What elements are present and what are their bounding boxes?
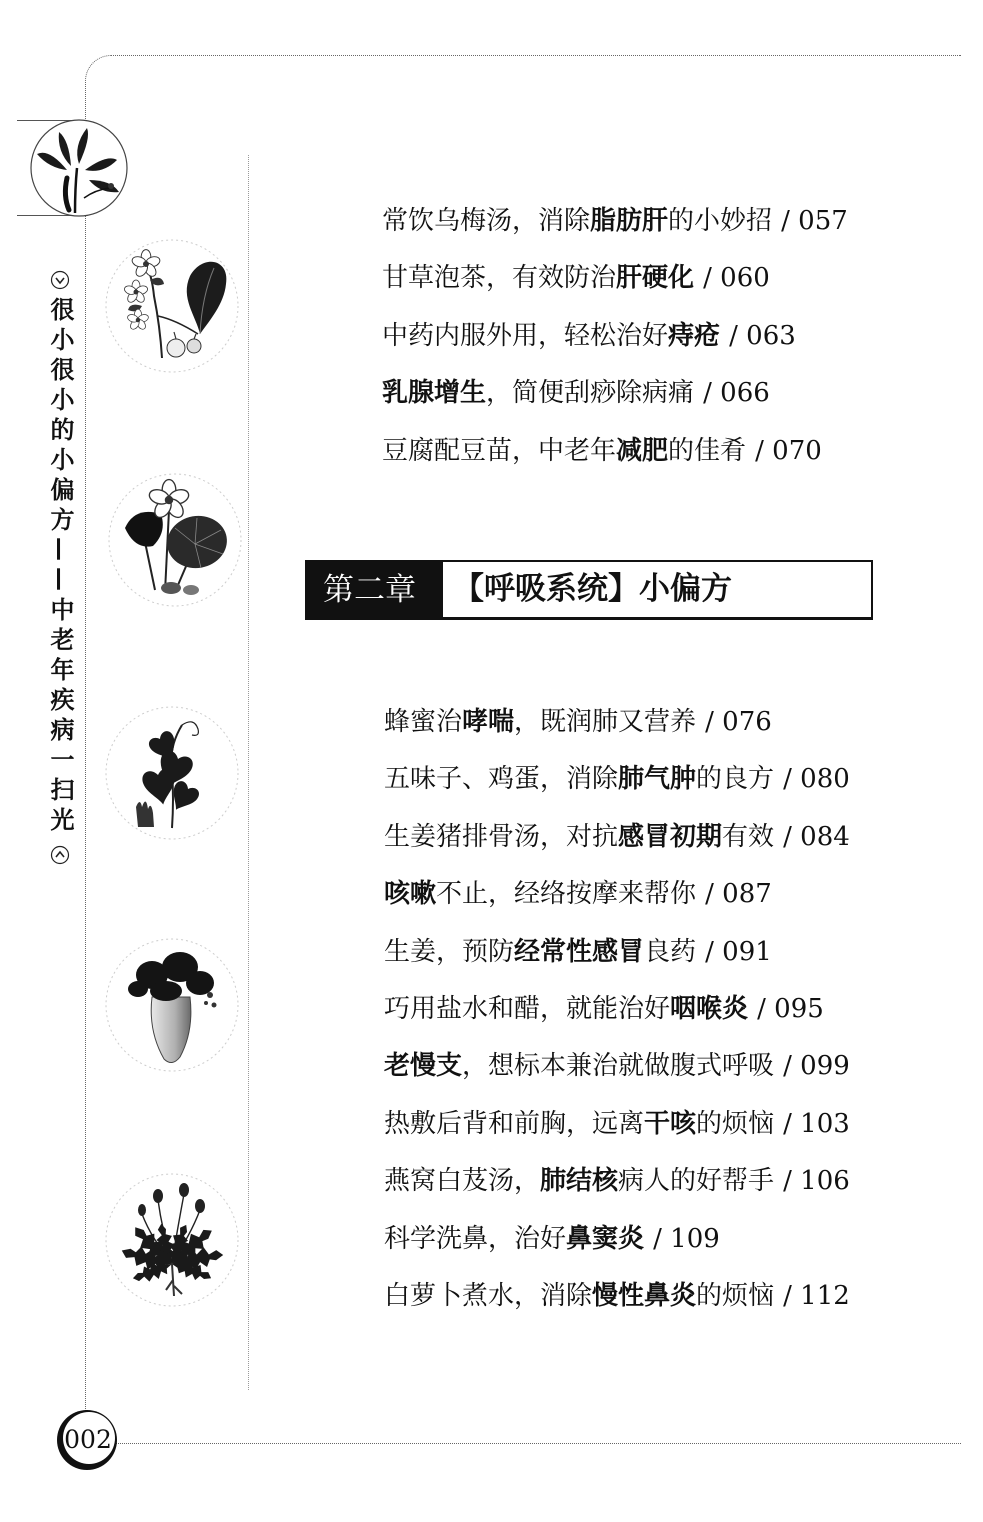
entry-page-number: / 103: [783, 1108, 850, 1139]
entry-text: 甘草泡茶，有效防治: [382, 263, 617, 294]
entry-keyword: 感冒初期: [618, 821, 723, 852]
entry-keyword: 咳嗽: [384, 879, 437, 910]
toc-entry: [384, 751, 850, 808]
toc-entry: [384, 1038, 850, 1095]
toc-entry: [382, 365, 848, 422]
entry-page-number: / 084: [783, 821, 850, 852]
entry-text: 生姜，预防: [384, 936, 515, 967]
entry-text: 热敷后背和前胸，远离: [384, 1108, 645, 1139]
entry-text: 有效: [722, 821, 775, 852]
entry-keyword: 肺结核: [540, 1166, 619, 1197]
toc-entry: [384, 981, 850, 1038]
toc-entry: [382, 193, 848, 250]
entry-page-number: / 095: [757, 993, 824, 1024]
entry-text: 良药: [644, 936, 697, 967]
entry-keyword: 经常性感冒: [514, 936, 645, 967]
entry-page-number: / 109: [653, 1223, 720, 1254]
entry-text: ，想标本兼治就做腹式呼吸: [462, 1051, 775, 1082]
entry-page-number: / 106: [783, 1166, 850, 1197]
entry-page-number: / 063: [729, 320, 796, 351]
entry-page-number: / 066: [703, 378, 770, 409]
entry-keyword: 脂肪肝: [590, 206, 669, 236]
entry-text: 蜂蜜治: [384, 707, 463, 737]
entry-text: 白萝卜煮水，消除: [384, 1280, 593, 1311]
entry-page-number: / 080: [783, 764, 850, 795]
chevron-down-icon: [50, 270, 70, 290]
entry-keyword: 减肥: [616, 435, 669, 466]
entry-text: 科学洗鼻，治好: [384, 1223, 567, 1254]
toc-entry: [384, 1096, 850, 1153]
entry-text: 的佳肴: [668, 435, 747, 466]
entry-page-number: / 112: [783, 1280, 850, 1311]
entry-page-number: / 060: [703, 263, 770, 294]
toc-entry: [384, 1211, 850, 1268]
entry-keyword: 乳腺增生: [382, 378, 487, 409]
plant-illustration-3: [102, 703, 242, 843]
toc-section-1: [382, 193, 848, 480]
page-number-badge: [57, 1410, 117, 1470]
entry-keyword: 老慢支: [384, 1051, 463, 1082]
entry-text: ，既润肺又营养: [514, 707, 697, 737]
plant-illustration-5: [102, 1170, 242, 1310]
column-divider-dotted: [248, 155, 249, 1390]
corner-plant-emblem: [29, 118, 129, 218]
entry-page-number: / 087: [705, 879, 772, 910]
toc-entry: [382, 250, 848, 307]
entry-text: 的烦恼: [696, 1108, 775, 1139]
entry-page-number: / 091: [705, 936, 772, 967]
toc-entry: [384, 1153, 850, 1210]
entry-text: ，简便刮痧除病痛: [486, 378, 695, 409]
entry-text: 的良方: [696, 764, 775, 795]
toc-entry: [384, 866, 850, 923]
entry-keyword: 肺气肿: [618, 764, 697, 795]
entry-text: 的烦恼: [696, 1280, 775, 1311]
entry-keyword: 咽喉炎: [670, 993, 749, 1024]
entry-text: 燕窝白芨汤，: [384, 1166, 541, 1197]
entry-keyword: 哮喘: [462, 707, 515, 737]
entry-text: 常饮乌梅汤，消除: [382, 206, 591, 236]
toc-entry: [382, 423, 848, 480]
entry-keyword: 痔疮: [668, 320, 721, 351]
toc-entry: [384, 809, 850, 866]
chevron-up-icon: [50, 845, 70, 865]
chapter-number: 第二章: [305, 560, 443, 620]
entry-text: 巧用盐水和醋，就能治好: [384, 993, 671, 1024]
book-title-vertical: 很小很小的小偏方——中老年疾病一扫光: [46, 297, 74, 837]
entry-keyword: 干咳: [644, 1108, 697, 1139]
plant-illustration-4: [102, 935, 242, 1075]
entry-page-number: / 057: [781, 206, 848, 236]
plant-illustration-1: [102, 236, 242, 376]
entry-text: 中药内服外用，轻松治好: [382, 320, 669, 351]
plant-illustration-2: [105, 470, 245, 610]
chapter-heading: [305, 560, 873, 620]
entry-text: 的小妙招: [668, 206, 773, 236]
entry-keyword: 鼻窦炎: [566, 1223, 645, 1254]
entry-keyword: 慢性鼻炎: [592, 1280, 697, 1311]
entry-text: 不止，经络按摩来帮你: [436, 879, 697, 910]
entry-text: 五味子、鸡蛋，消除: [384, 764, 619, 795]
entry-page-number: / 076: [705, 707, 772, 737]
entry-page-number: / 099: [783, 1051, 850, 1082]
entry-text: 生姜猪排骨汤，对抗: [384, 821, 619, 852]
entry-text: 豆腐配豆苗，中老年: [382, 435, 617, 466]
entry-keyword: 肝硬化: [616, 263, 695, 294]
page-number: 002: [64, 1425, 112, 1454]
chapter-title: 【呼吸系统】小偏方: [443, 560, 873, 620]
entry-text: 病人的好帮手: [618, 1166, 775, 1197]
toc-entry: [384, 1268, 850, 1325]
entry-page-number: / 070: [755, 435, 822, 466]
toc-section-2: [384, 694, 850, 1325]
toc-entry: [382, 308, 848, 365]
toc-entry: [384, 924, 850, 981]
toc-entry: [384, 694, 850, 751]
